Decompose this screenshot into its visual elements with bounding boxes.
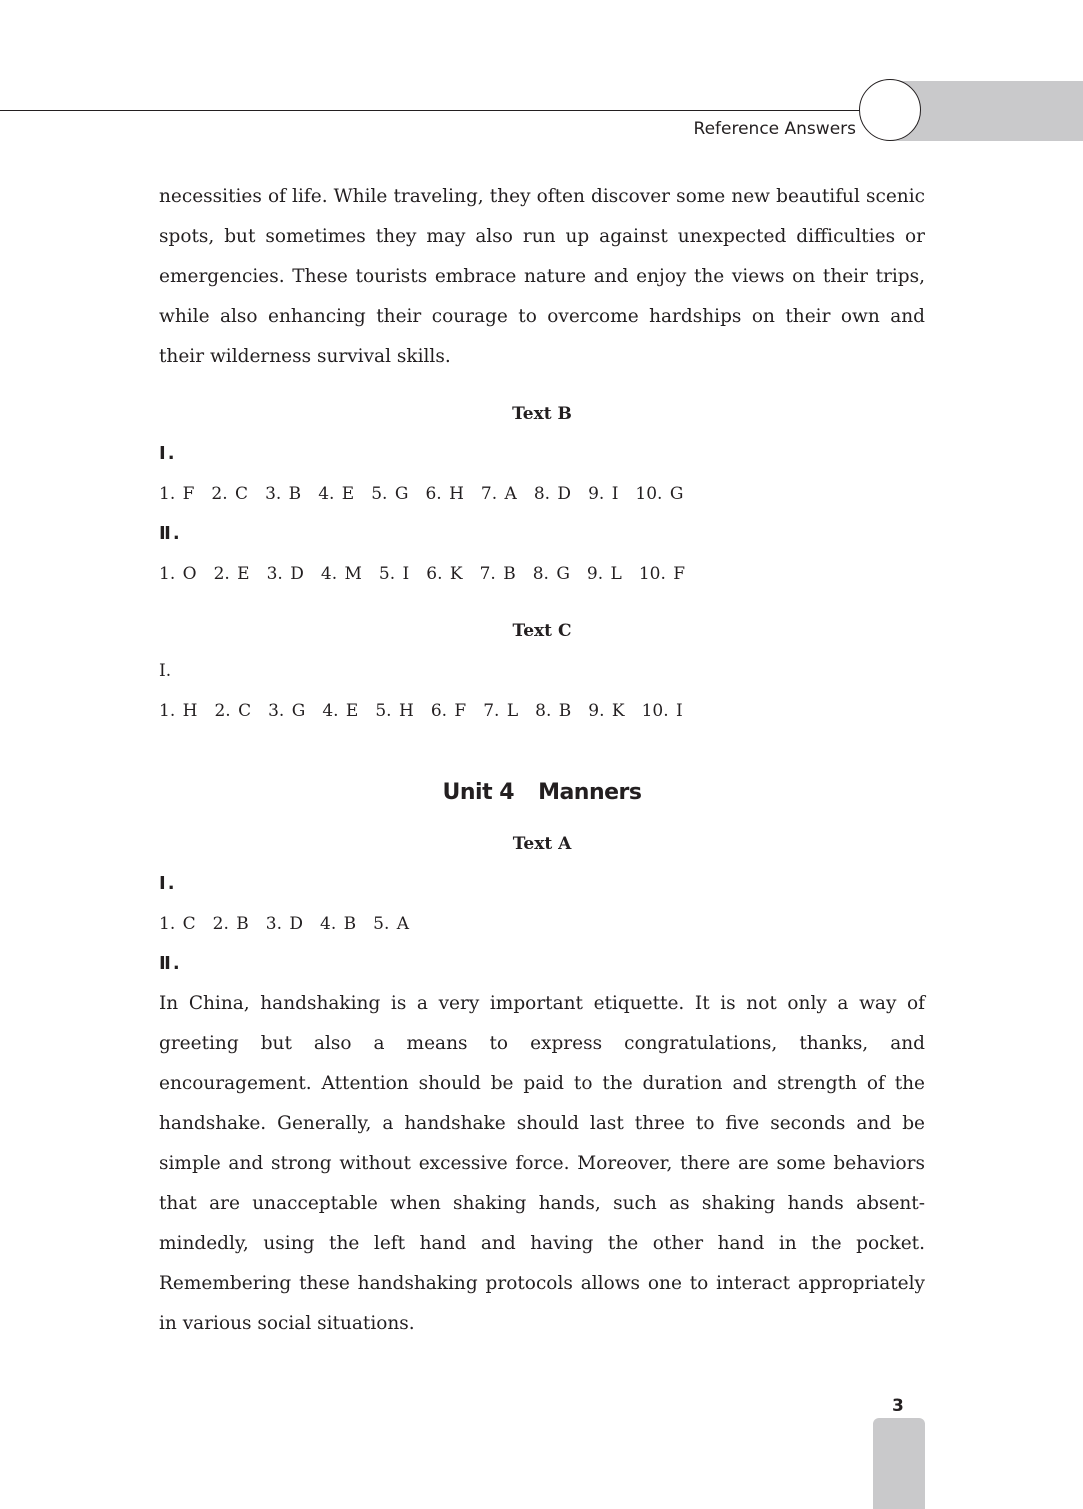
text-c-section1-label: I.	[159, 661, 172, 681]
answer: 3. D	[265, 914, 304, 934]
answer: 5. A	[373, 914, 410, 934]
answer: 2. E	[213, 564, 250, 584]
answer: 2. C	[214, 701, 252, 721]
header-rule	[0, 110, 880, 111]
text-b-section1-label: Ⅰ.	[159, 443, 177, 464]
answer: 5. H	[375, 701, 414, 721]
answer: 6. H	[425, 484, 464, 504]
answer: 9. I	[588, 484, 619, 504]
unit-number: Unit 4	[442, 780, 515, 805]
answer: 7. A	[480, 484, 517, 504]
answer: 4. B	[320, 914, 357, 934]
answer: 9. L	[586, 564, 622, 584]
text-c-section1-answers	[159, 691, 925, 731]
text-b-section2-answers	[159, 554, 925, 594]
answer: 3. G	[268, 701, 306, 721]
answer: 6. K	[426, 564, 463, 584]
text-a-section1-label: Ⅰ.	[159, 873, 177, 894]
answer: 5. G	[371, 484, 409, 504]
answer: 10. I	[641, 701, 683, 721]
answer: 8. G	[532, 564, 570, 584]
page-content	[159, 177, 925, 1344]
answer: 4. M	[320, 564, 362, 584]
answer: 1. O	[159, 564, 197, 584]
answer: 6. F	[430, 701, 467, 721]
answer: 9. K	[588, 701, 625, 721]
answer: 2. B	[212, 914, 249, 934]
running-header: Reference Answers	[693, 119, 856, 139]
text-c-title: Text C	[512, 621, 572, 641]
answer: 2. C	[211, 484, 249, 504]
unit-name: Manners	[538, 780, 642, 805]
answer: 4. E	[322, 701, 359, 721]
answer: 8. D	[533, 484, 572, 504]
text-a-title: Text A	[512, 834, 572, 854]
answer: 8. B	[535, 701, 572, 721]
text-b-title: Text B	[512, 404, 572, 424]
text-b-section1-answers	[159, 474, 925, 514]
text-a-section1-answers	[159, 904, 925, 944]
answer: 3. B	[265, 484, 302, 504]
unit-title	[159, 768, 925, 818]
page-tab	[873, 1418, 925, 1509]
answer: 10. F	[638, 564, 686, 584]
answer: 3. D	[266, 564, 304, 584]
page-number: 3	[892, 1396, 904, 1416]
answer: 7. L	[483, 701, 519, 721]
answer: 1. C	[159, 914, 196, 934]
header-circle-ornament	[859, 79, 921, 141]
intro-paragraph: necessities of life. While traveling, they often discover some new beautiful scenic spots, but sometimes they may also run up against unexpected difficulties or emergencies. These tourists embrace nature and enjoy the views on their trips, while also enhancing their courage to overcome hardships on their own and their wilderness survival skills.	[159, 186, 925, 367]
answer: 7. B	[479, 564, 516, 584]
answer: 4. E	[318, 484, 355, 504]
answer: 10. G	[635, 484, 684, 504]
text-a-section2-label: Ⅱ.	[159, 953, 182, 974]
answer: 1. H	[159, 701, 198, 721]
answer: 5. I	[378, 564, 410, 584]
text-b-section2-label: Ⅱ.	[159, 523, 182, 544]
answer: 1. F	[159, 484, 195, 504]
text-a-section2-paragraph: In China, handshaking is a very important etiquette. It is not only a way of greeting but also a means to express congratulations, thanks, and encouragement. Attention should be paid to the duration and strength of the handshake. Generally, a handshake should last three to five seconds and be simple and strong without excessive force. Moreover, there are some behaviors that are unacceptable when shaking hands, such as shaking hands absent-mindedly, using the left hand and having the other hand in the pocket. Remembering these handshaking protocols allows one to interact appropriately in various social situations.	[159, 993, 925, 1334]
